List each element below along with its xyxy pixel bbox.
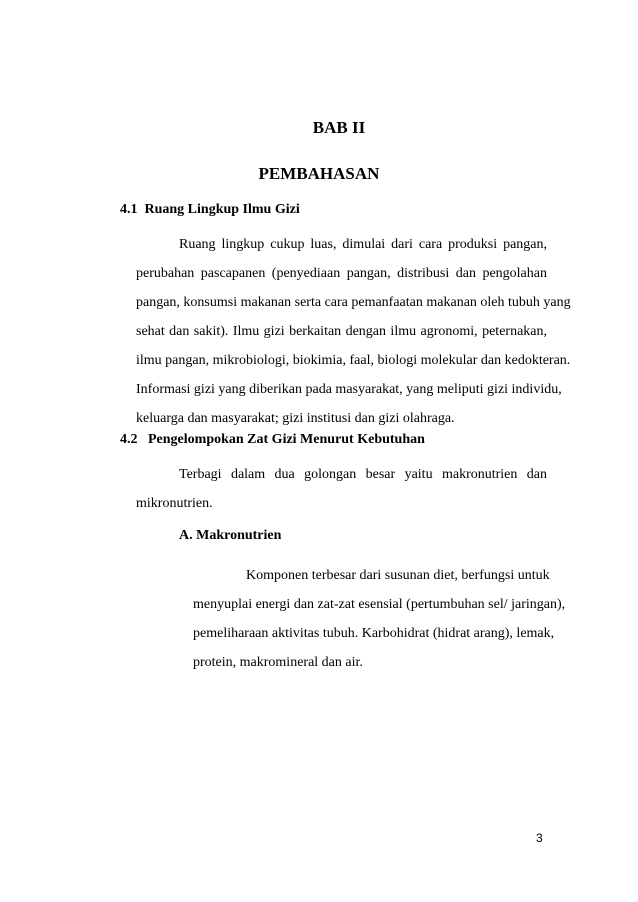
subsection-heading-makronutrien: A. Makronutrien <box>179 528 282 543</box>
chapter-number: BAB II <box>312 118 366 137</box>
paragraph-line: mikronutrien. <box>136 496 213 511</box>
paragraph-line: pangan, konsumsi makanan serta cara pemanfaatan makanan oleh tubuh yang <box>136 295 571 310</box>
paragraph-line: perubahan pascapanen (penyediaan pangan, distribusi dan pengolahan <box>136 266 547 281</box>
section-heading-4-1: 4.1 Ruang Lingkup Ilmu Gizi <box>120 202 300 217</box>
section-4-2-paragraph <box>136 460 547 518</box>
paragraph-line: Informasi gizi yang diberikan pada masyarakat, yang meliputi gizi individu, <box>136 382 562 397</box>
paragraph-line: pemeliharaan aktivitas tubuh. Karbohidrat (hidrat arang), lemak, <box>193 626 555 641</box>
paragraph-line: Terbagi dalam dua golongan besar yaitu makronutrien dan <box>179 467 547 482</box>
paragraph-line: menyuplai energi dan zat-zat esensial (pertumbuhan sel/ jaringan), <box>193 597 566 612</box>
section-4-1-paragraph <box>136 230 571 433</box>
paragraph-line: protein, makromineral dan air. <box>193 655 363 670</box>
paragraph-line: sehat dan sakit). Ilmu gizi berkaitan dengan ilmu agronomi, peternakan, <box>136 324 547 339</box>
paragraph-line: Komponen terbesar dari susunan diet, berfungsi untuk <box>246 568 550 583</box>
paragraph-line: keluarga dan masyarakat; gizi institusi dan gizi olahraga. <box>136 411 455 426</box>
paragraph-line: Ruang lingkup cukup luas, dimulai dari cara produksi pangan, <box>179 237 547 252</box>
section-heading-4-2: 4.2 Pengelompokan Zat Gizi Menurut Kebutuhan <box>120 432 425 447</box>
subsection-makronutrien-paragraph <box>193 561 566 677</box>
chapter-title: PEMBAHASAN <box>258 164 380 183</box>
paragraph-line: ilmu pangan, mikrobiologi, biokimia, faal, biologi molekular dan kedokteran. <box>136 353 571 368</box>
page-number: 3 <box>536 831 543 845</box>
